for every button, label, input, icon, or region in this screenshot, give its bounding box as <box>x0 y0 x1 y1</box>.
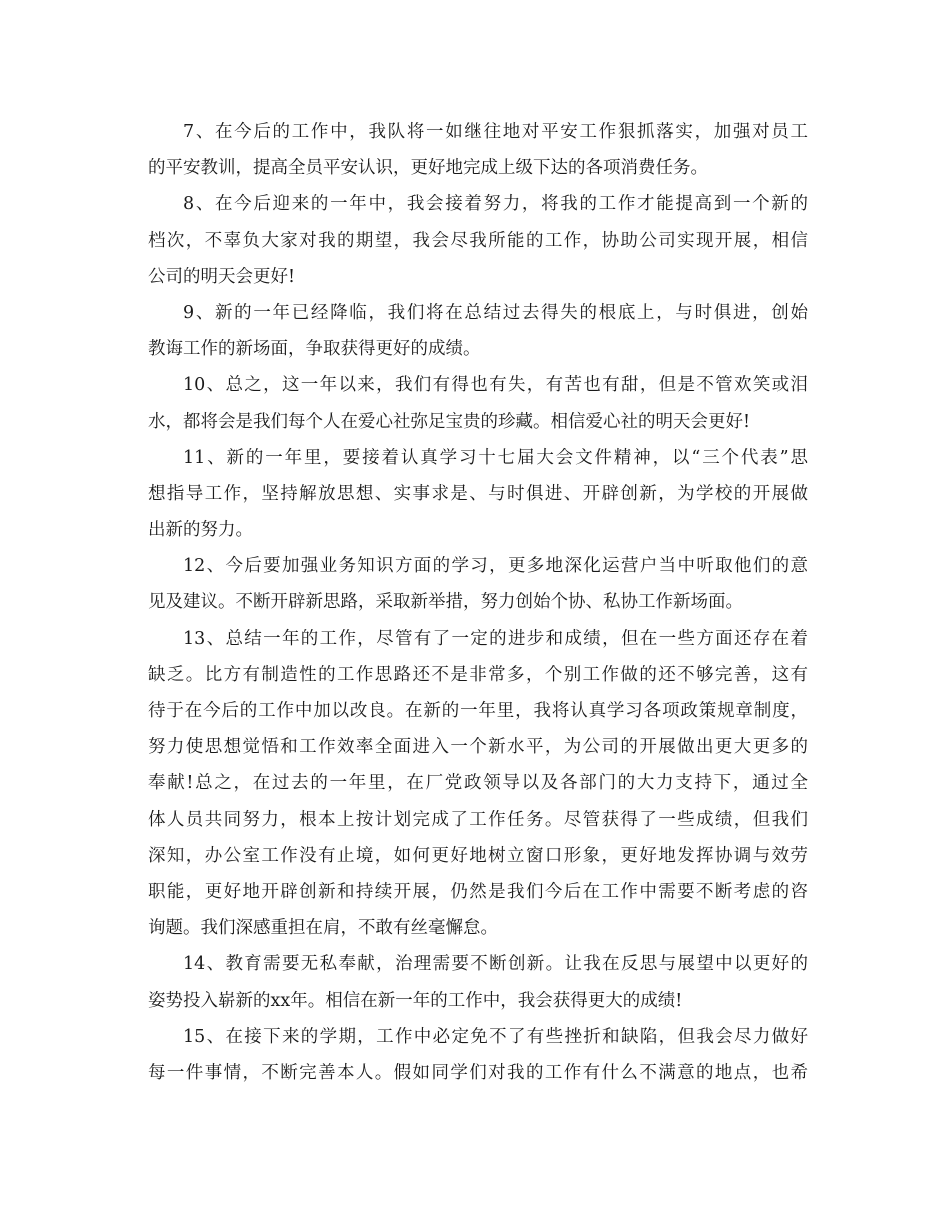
paragraph-line: 奉献!总之，在过去的一年里，在厂党政领导以及各部门的大力支持下，通过全 <box>148 773 808 794</box>
paragraph-15 <box>148 1019 808 1091</box>
paragraph-line: 10、总之，这一年以来，我们有得也有失，有苦也有甜，但是不管欢笑或泪 <box>183 375 808 396</box>
paragraph-line: 12、今后要加强业务知识方面的学习，更多地深化运营户当中听取他们的意 <box>183 556 808 577</box>
paragraph-line: 公司的明天会更好! <box>148 266 296 287</box>
paragraph-line: 询题。我们深感重担在肩，不敢有丝毫懈怠。 <box>148 918 498 939</box>
paragraph-line: 见及建议。不断开辟新思路，采取新举措，努力创始个协、私协工作新场面。 <box>148 592 743 613</box>
paragraph-line: 水，都将会是我们每个人在爱心社弥足宝贵的珍藏。相信爱心社的明天会更好! <box>148 411 751 432</box>
paragraph-line: 努力使思想觉悟和工作效率全面进入一个新水平，为公司的开展做出更大更多的 <box>148 737 808 758</box>
paragraph-line: 档次，不辜负大家对我的期望，我会尽我所能的工作，协助公司实现开展，相信 <box>148 230 808 251</box>
paragraph-line: 深知，办公室工作没有止境，如何更好地树立窗口形象，更好地发挥协调与效劳 <box>148 845 808 866</box>
document-body <box>148 114 808 1091</box>
paragraph-line: 15、在接下来的学期，工作中必定免不了有些挫折和缺陷，但我会尽力做好 <box>183 1026 808 1047</box>
paragraph-line: 的平安教训，提高全员平安认识，更好地完成上级下达的各项消费任务。 <box>148 158 708 179</box>
paragraph-line: 8、在今后迎来的一年中，我会接着努力，将我的工作才能提高到一个新的 <box>183 194 808 215</box>
paragraph-line: 每一件事情，不断完善本人。假如同学们对我的工作有什么不满意的地点，也希 <box>148 1062 808 1083</box>
paragraph-line: 待于在今后的工作中加以改良。在新的一年里，我将认真学习各项政策规章制度， <box>148 701 808 721</box>
paragraph-line: 想指导工作，坚持解放思想、实事求是、与时俱进、开辟创新，为学校的开展做 <box>148 483 808 504</box>
paragraph-9 <box>148 295 808 367</box>
paragraph-11 <box>148 440 808 549</box>
paragraph-line: 体人员共同努力，根本上按计划完成了工作任务。尽管获得了一些成绩，但我们 <box>148 809 808 830</box>
paragraph-line: 出新的努力。 <box>148 520 253 541</box>
paragraph-12 <box>148 548 808 620</box>
paragraph-line: 14、教育需要无私奉献，治理需要不断创新。让我在反思与展望中以更好的 <box>183 954 808 975</box>
paragraph-line: 教诲工作的新场面，争取获得更好的成绩。 <box>148 339 481 360</box>
paragraph-line: 缺乏。比方有制造性的工作思路还不是非常多，个别工作做的还不够完善，这有 <box>148 664 808 685</box>
paragraph-8 <box>148 186 808 295</box>
paragraph-line: 职能，更好地开辟创新和持续开展，仍然是我们今后在工作中需要不断考虑的咨 <box>148 881 808 902</box>
paragraph-13 <box>148 621 808 947</box>
paragraph-line: 姿势投入崭新的xx年。相信在新一年的工作中，我会获得更大的成绩! <box>148 990 683 1011</box>
paragraph-14 <box>148 946 808 1018</box>
paragraph-7 <box>148 114 808 186</box>
paragraph-line: 13、总结一年的工作，尽管有了一定的进步和成绩，但在一些方面还存在着 <box>183 628 808 649</box>
paragraph-line: 7、在今后的工作中，我队将一如继往地对平安工作狠抓落实，加强对员工 <box>183 122 808 142</box>
paragraph-line: 11、新的一年里，要接着认真学习十七届大会文件精神，以“三个代表”思 <box>183 447 808 468</box>
paragraph-line: 9、新的一年已经降临，我们将在总结过去得失的根底上，与时俱进，创始 <box>183 302 808 323</box>
paragraph-10 <box>148 367 808 439</box>
